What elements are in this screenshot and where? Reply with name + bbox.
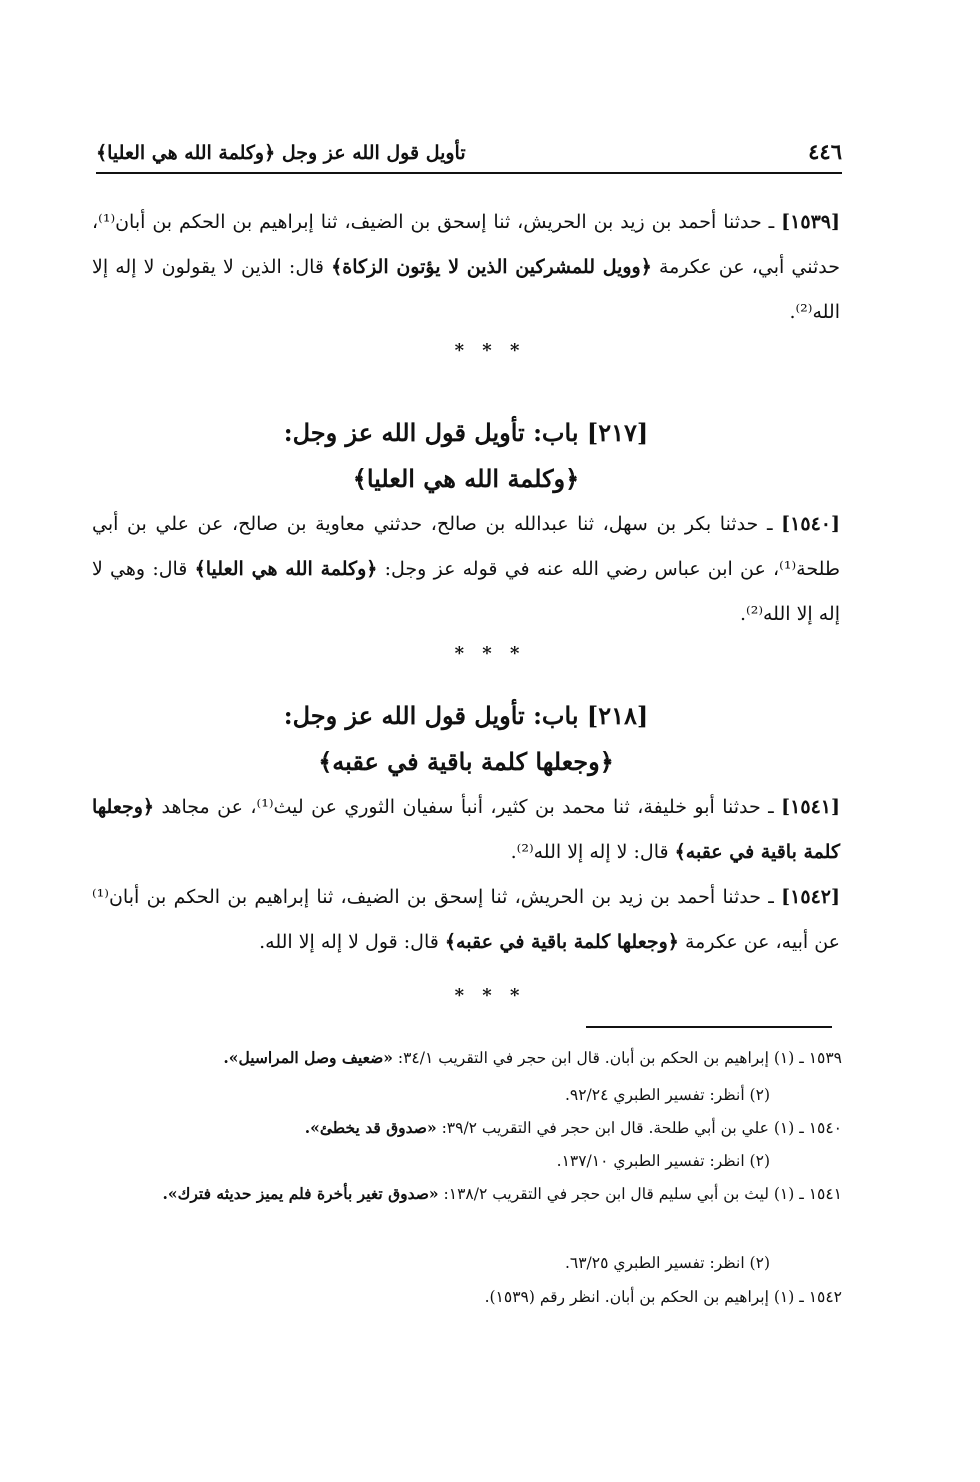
chapter-heading-218 (92, 693, 840, 785)
hadith-number: [١٥٣٩] (781, 211, 840, 233)
heading-line-2: ﴿وجعلها كلمة باقية في عقبه﴾ (318, 747, 614, 776)
footnote-text: ١٥٤٢ ـ (١) إبراهيم بن الحكم بن أبان. انظر رقم (١٥٣٩). (484, 1288, 842, 1306)
quran-quote: ﴿وجعلها كلمة باقية في عقبه﴾ (444, 931, 679, 953)
footnote-rule (586, 1026, 832, 1028)
hadith-number: [١٥٤٠] (781, 513, 840, 535)
hadith-text: ـ حدثنا أبو خليفة، ثنا محمد بن كثير، أنبأ سفيان الثوري عن ليث⁽¹⁾، عن مجاهد (154, 796, 782, 818)
hadith-1542 (92, 875, 840, 965)
footnote-1539-1 (100, 1044, 842, 1072)
running-header (96, 132, 842, 164)
footnote-1541-2 (100, 1250, 842, 1277)
quran-quote: ﴿وجعلها كلمة باقية في عقبه﴾ (92, 796, 840, 863)
footnote-1542-1 (100, 1284, 842, 1311)
hadith-text: ـ حدثنا بكر بن سهل، ثنا عبدالله بن صالح، حدثني معاوية بن صالح، عن علي بن أبي طلحة⁽¹⁾، عن ابن عباس رضي الله عنه في قوله عز وجل: (92, 513, 840, 580)
footnote-text: (٢) انظر: تفسير الطبري ١٣٧/١٠. (556, 1152, 770, 1170)
heading-line-1: [٢١٧] باب: تأويل قول الله عز وجل: (283, 418, 649, 447)
hadith-tail: قال: لا إله إلا الله⁽²⁾. (510, 841, 675, 863)
header-rule (96, 172, 842, 174)
footnote-quote: «ضعيف وصل المراسيل». (223, 1048, 393, 1067)
hadith-1541 (92, 785, 840, 875)
hadith-number: [١٥٤٢] (781, 886, 840, 908)
footnote-quote: «صدوق قد يخطئ». (304, 1118, 437, 1137)
footnote-1541-1 (100, 1180, 842, 1208)
hadith-tail: قال: قول لا إله إلا الله. (259, 931, 445, 953)
hadith-1540 (92, 502, 840, 637)
footnote-text: ١٥٤٠ ـ (١) علي بن أبي طلحة. قال ابن حجر في التقريب ٣٩/٢: (436, 1119, 842, 1137)
page-number: ٤٤٦ (808, 139, 842, 164)
footnote-text: ١٥٣٩ ـ (١) إبراهيم بن الحكم بن أبان. قال ابن حجر في التقريب ٣٤/١: (392, 1049, 842, 1067)
footnote-1540-1 (100, 1114, 842, 1142)
section-separator: * * * (454, 985, 526, 1006)
heading-line-1: [٢١٨] باب: تأويل قول الله عز وجل: (283, 701, 649, 730)
running-title: تأويل قول الله عز وجل ﴿وكلمة الله هي العليا﴾ (96, 142, 466, 164)
footnote-text: (٢) أنظر: تفسير الطبري ٩٢/٢٤. (564, 1086, 770, 1104)
hadith-text: ـ حدثنا أحمد بن زيد بن الحريش، ثنا إسحق بن الضيف، ثنا إبراهيم بن الحكم بن أبان⁽¹⁾ عن أبيه، عن عكرمة (92, 886, 840, 953)
footnote-1540-2 (100, 1148, 842, 1175)
hadith-number: [١٥٤١] (781, 796, 840, 818)
quran-quote: ﴿وويل للمشركين الذين لا يؤتون الزكاة﴾ (331, 256, 652, 278)
footnote-1539-2 (100, 1082, 842, 1109)
footnote-text: (٢) انظر: تفسير الطبري ٦٣/٢٥. (564, 1254, 770, 1272)
section-separator: * * * (454, 643, 526, 664)
hadith-text: ـ حدثنا أحمد بن زيد بن الحريش، ثنا إسحق بن الضيف، ثنا إبراهيم بن الحكم بن أبان⁽¹⁾، حدثني أبي، عن عكرمة (92, 211, 840, 278)
heading-line-2: ﴿وكلمة الله هي العليا﴾ (352, 464, 580, 493)
chapter-heading-217 (92, 410, 840, 502)
footnote-quote: «صدوق تغير بأخرة فلم يميز حديثه فترك». (162, 1184, 439, 1203)
footnote-text: ١٥٤١ ـ (١) ليث بن أبي سليم قال ابن حجر في التقريب ١٣٨/٢: (438, 1185, 842, 1203)
hadith-tail: قال: الذين لا يقولون لا إله إلا الله⁽²⁾. (92, 256, 840, 323)
section-separator: * * * (454, 340, 526, 361)
hadith-1539 (92, 200, 840, 335)
quran-quote: ﴿وكلمة الله هي العليا﴾ (194, 558, 378, 580)
hadith-tail: قال: وهي لا إله إلا الله⁽²⁾. (92, 558, 840, 625)
